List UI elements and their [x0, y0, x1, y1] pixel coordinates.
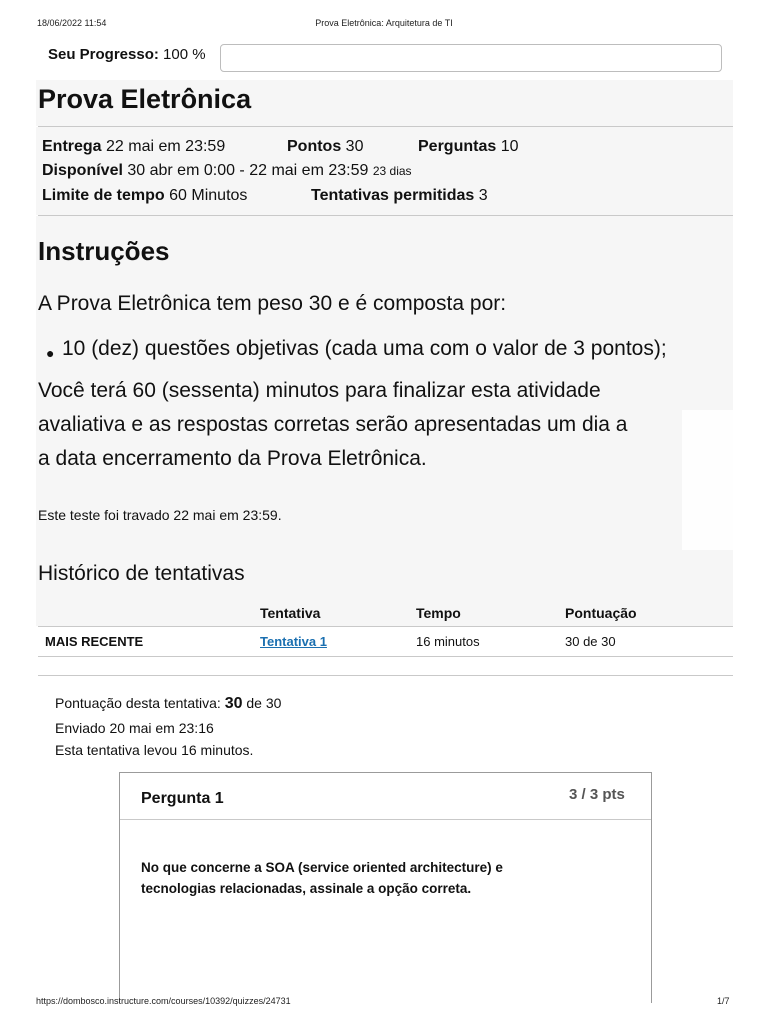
disponivel-value: 30 abr em 0:00 - 22 mai em 23:59: [127, 162, 369, 179]
disponivel-dias: 23 dias: [372, 164, 412, 178]
question-header: [120, 773, 651, 820]
bullet-icon: ●: [46, 345, 55, 361]
print-page-number: 1/7: [717, 996, 730, 1006]
score-value: 30: [224, 695, 243, 712]
perguntas-label: Perguntas: [418, 138, 497, 155]
question-title: Pergunta 1: [141, 790, 224, 807]
instructions-line: avaliativa e as respostas corretas serão apresentadas um dia a: [38, 413, 628, 436]
entrega-label: Entrega: [42, 138, 102, 155]
attempt-link[interactable]: Tentativa 1: [260, 634, 327, 649]
question-points: 3 / 3 pts: [569, 786, 625, 803]
column-header-tentativa: Tentativa: [260, 605, 321, 621]
locked-notice: Este teste foi travado 22 mai em 23:59.: [38, 507, 282, 523]
pontos-label: Pontos: [287, 138, 342, 155]
score-suffix: de 30: [246, 695, 282, 711]
attempt-score: 30 de 30: [565, 634, 616, 649]
meta-tentativas: [311, 187, 488, 205]
print-datetime: 18/06/2022 11:54: [37, 18, 107, 28]
submitted-text: Enviado 20 mai em 23:16: [55, 720, 214, 736]
entrega-value: 22 mai em 23:59: [106, 138, 226, 155]
print-url: https://dombosco.instructure.com/courses/10392/quizzes/24731: [36, 996, 291, 1006]
limite-label: Limite de tempo: [42, 187, 165, 204]
print-document-title: Prova Eletrônica: Arquitetura de TI: [315, 18, 453, 28]
attempt-time: 16 minutos: [416, 634, 480, 649]
score-summary: [55, 695, 281, 713]
tentativas-value: 3: [478, 187, 488, 204]
meta-limite: [42, 187, 247, 205]
progress-bar: [220, 44, 722, 72]
meta-perguntas: [418, 138, 519, 156]
pontos-value: 30: [345, 138, 364, 155]
progress-value: 100 %: [163, 46, 206, 63]
column-header-pontuacao: Pontuação: [565, 605, 637, 621]
instructions-bullet: 10 (dez) questões objetivas (cada uma com o valor de 3 pontos);: [62, 337, 667, 360]
page-title: Prova Eletrônica: [38, 84, 252, 114]
question-text-line: No que concerne a SOA (service oriented architecture) e: [141, 860, 503, 875]
meta-pontos: [287, 138, 363, 156]
perguntas-value: 10: [500, 138, 519, 155]
column-header-tempo: Tempo: [416, 605, 461, 621]
instructions-intro: A Prova Eletrônica tem peso 30 e é composta por:: [38, 292, 507, 315]
duration-text: Esta tentativa levou 16 minutos.: [55, 742, 254, 758]
meta-disponivel: [42, 162, 412, 180]
table-divider: [38, 656, 733, 657]
scan-artifact: [682, 410, 738, 550]
history-title: Histórico de tentativas: [38, 562, 245, 585]
question-card: [119, 772, 652, 1003]
tentativas-label: Tentativas permitidas: [311, 187, 475, 204]
progress-label-group: [48, 46, 206, 63]
instructions-heading: Instruções: [38, 236, 170, 266]
disponivel-label: Disponível: [42, 162, 123, 179]
score-prefix: Pontuação desta tentativa:: [55, 695, 221, 711]
table-row: [38, 627, 733, 657]
row-label: MAIS RECENTE: [45, 634, 144, 649]
question-text: [141, 857, 561, 899]
instructions-line: a data encerramento da Prova Eletrônica.: [38, 447, 427, 470]
limite-value: 60 Minutos: [169, 187, 248, 204]
instructions-line: Você terá 60 (sessenta) minutos para finalizar esta atividade: [38, 379, 601, 402]
progress-label: Seu Progresso:: [48, 46, 159, 63]
question-text-line: tecnologias relacionadas, assinale a opção correta.: [141, 881, 472, 896]
meta-entrega: [42, 138, 225, 156]
divider: [38, 675, 733, 676]
